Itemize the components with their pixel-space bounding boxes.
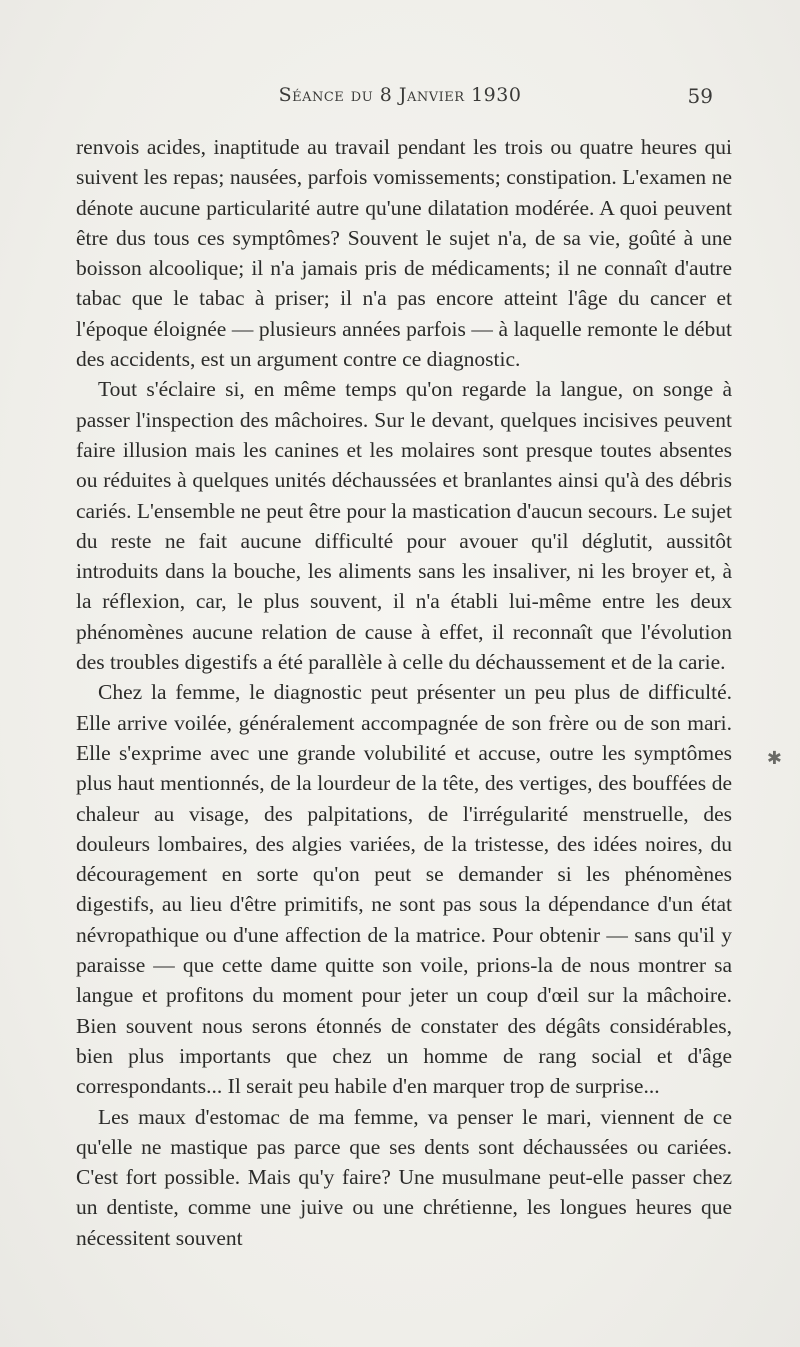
paragraph-2: Tout s'éclaire si, en même temps qu'on regarde la langue, on songe à passer l'inspection des mâchoires. Sur le devant, quelques incisives peuvent faire illusion mais les canines et les molaires sont presque toutes absentes ou réduites à quelques unités déchaussées et branlantes ainsi qu'à des débris cariés. L'ensemble ne peut être pour la mastication d'aucun secours. Le sujet du reste ne fait aucune difficulté pour avouer qu'il déglutit, aussitôt introduits dans la bouche, les aliments sans les insaliver, ni les broyer et, à la réflexion, car, le plus souvent, il n'a établi lui-même entre les deux phénomènes aucune relation de cause à effet, il reconnaît que l'évolution des troubles digestifs a été parallèle à celle du déchaussement et de la carie. <box>76 377 732 675</box>
running-head: Séance du 8 Janvier 1930 <box>278 84 522 106</box>
paragraph-3: Chez la femme, le diagnostic peut présenter un peu plus de difficulté. Elle arrive voilée, généralement accompagnée de son frère ou de son mari. Elle s'exprime avec une grande volubilité et accuse, outre les symptômes plus haut mentionnés, de la lourdeur de la tête, des vertiges, des bouffées de chaleur au visage, des palpitations, de l'irrégularité menstruelle, des douleurs lombaires, des algies variées, de la tristesse, des idées noires, du découragement en sorte qu'on peut se demander si les phénomènes digestifs, au lieu d'être primitifs, ne sont pas sous la dépendance d'un état névropathique ou d'une affection de la matrice. Pour obtenir — sans qu'il y paraisse — que cette dame quitte son voile, prions-la de nous montrer sa langue et profitons du moment pour jeter un coup d'œil sur la mâchoire. Bien souvent nous serons étonnés de constater des dégâts considérables, bien plus importants que chez un homme de rang social et d'âge correspondants... Il serait peu habile d'en marquer trop de surprise... <box>76 680 732 1099</box>
margin-speck-icon: ✱ <box>766 748 782 769</box>
paragraph-1: renvois acides, inaptitude au travail pendant les trois ou quatre heures qui suivent les repas; nausées, parfois vomissements; constipation. L'examen ne dénote aucune particularité autre qu'une dilatation modérée. A quoi peuvent être dus tous ces symptômes? Souvent le sujet n'a, de sa vie, goûté à une boisson alcoolique; il n'a jamais pris de médicaments; il ne connaît d'autre tabac que le tabac à priser; il n'a pas encore atteint l'âge du cancer et l'époque éloignée — plusieurs années parfois — à laquelle remonte le début des accidents, est un argument contre ce diagnostic. <box>76 135 732 372</box>
body-text <box>76 132 732 1253</box>
page-header <box>0 84 800 114</box>
page-number: 59 <box>687 84 713 108</box>
paragraph-4: Les maux d'estomac de ma femme, va penser le mari, viennent de ce qu'elle ne mastique pas parce que ses dents sont déchaussées ou cariées. C'est fort possible. Mais qu'y faire? Une musulmane peut-elle passer chez un dentiste, comme une juive ou une chrétienne, les longues heures que nécessitent souvent <box>76 1104 732 1250</box>
